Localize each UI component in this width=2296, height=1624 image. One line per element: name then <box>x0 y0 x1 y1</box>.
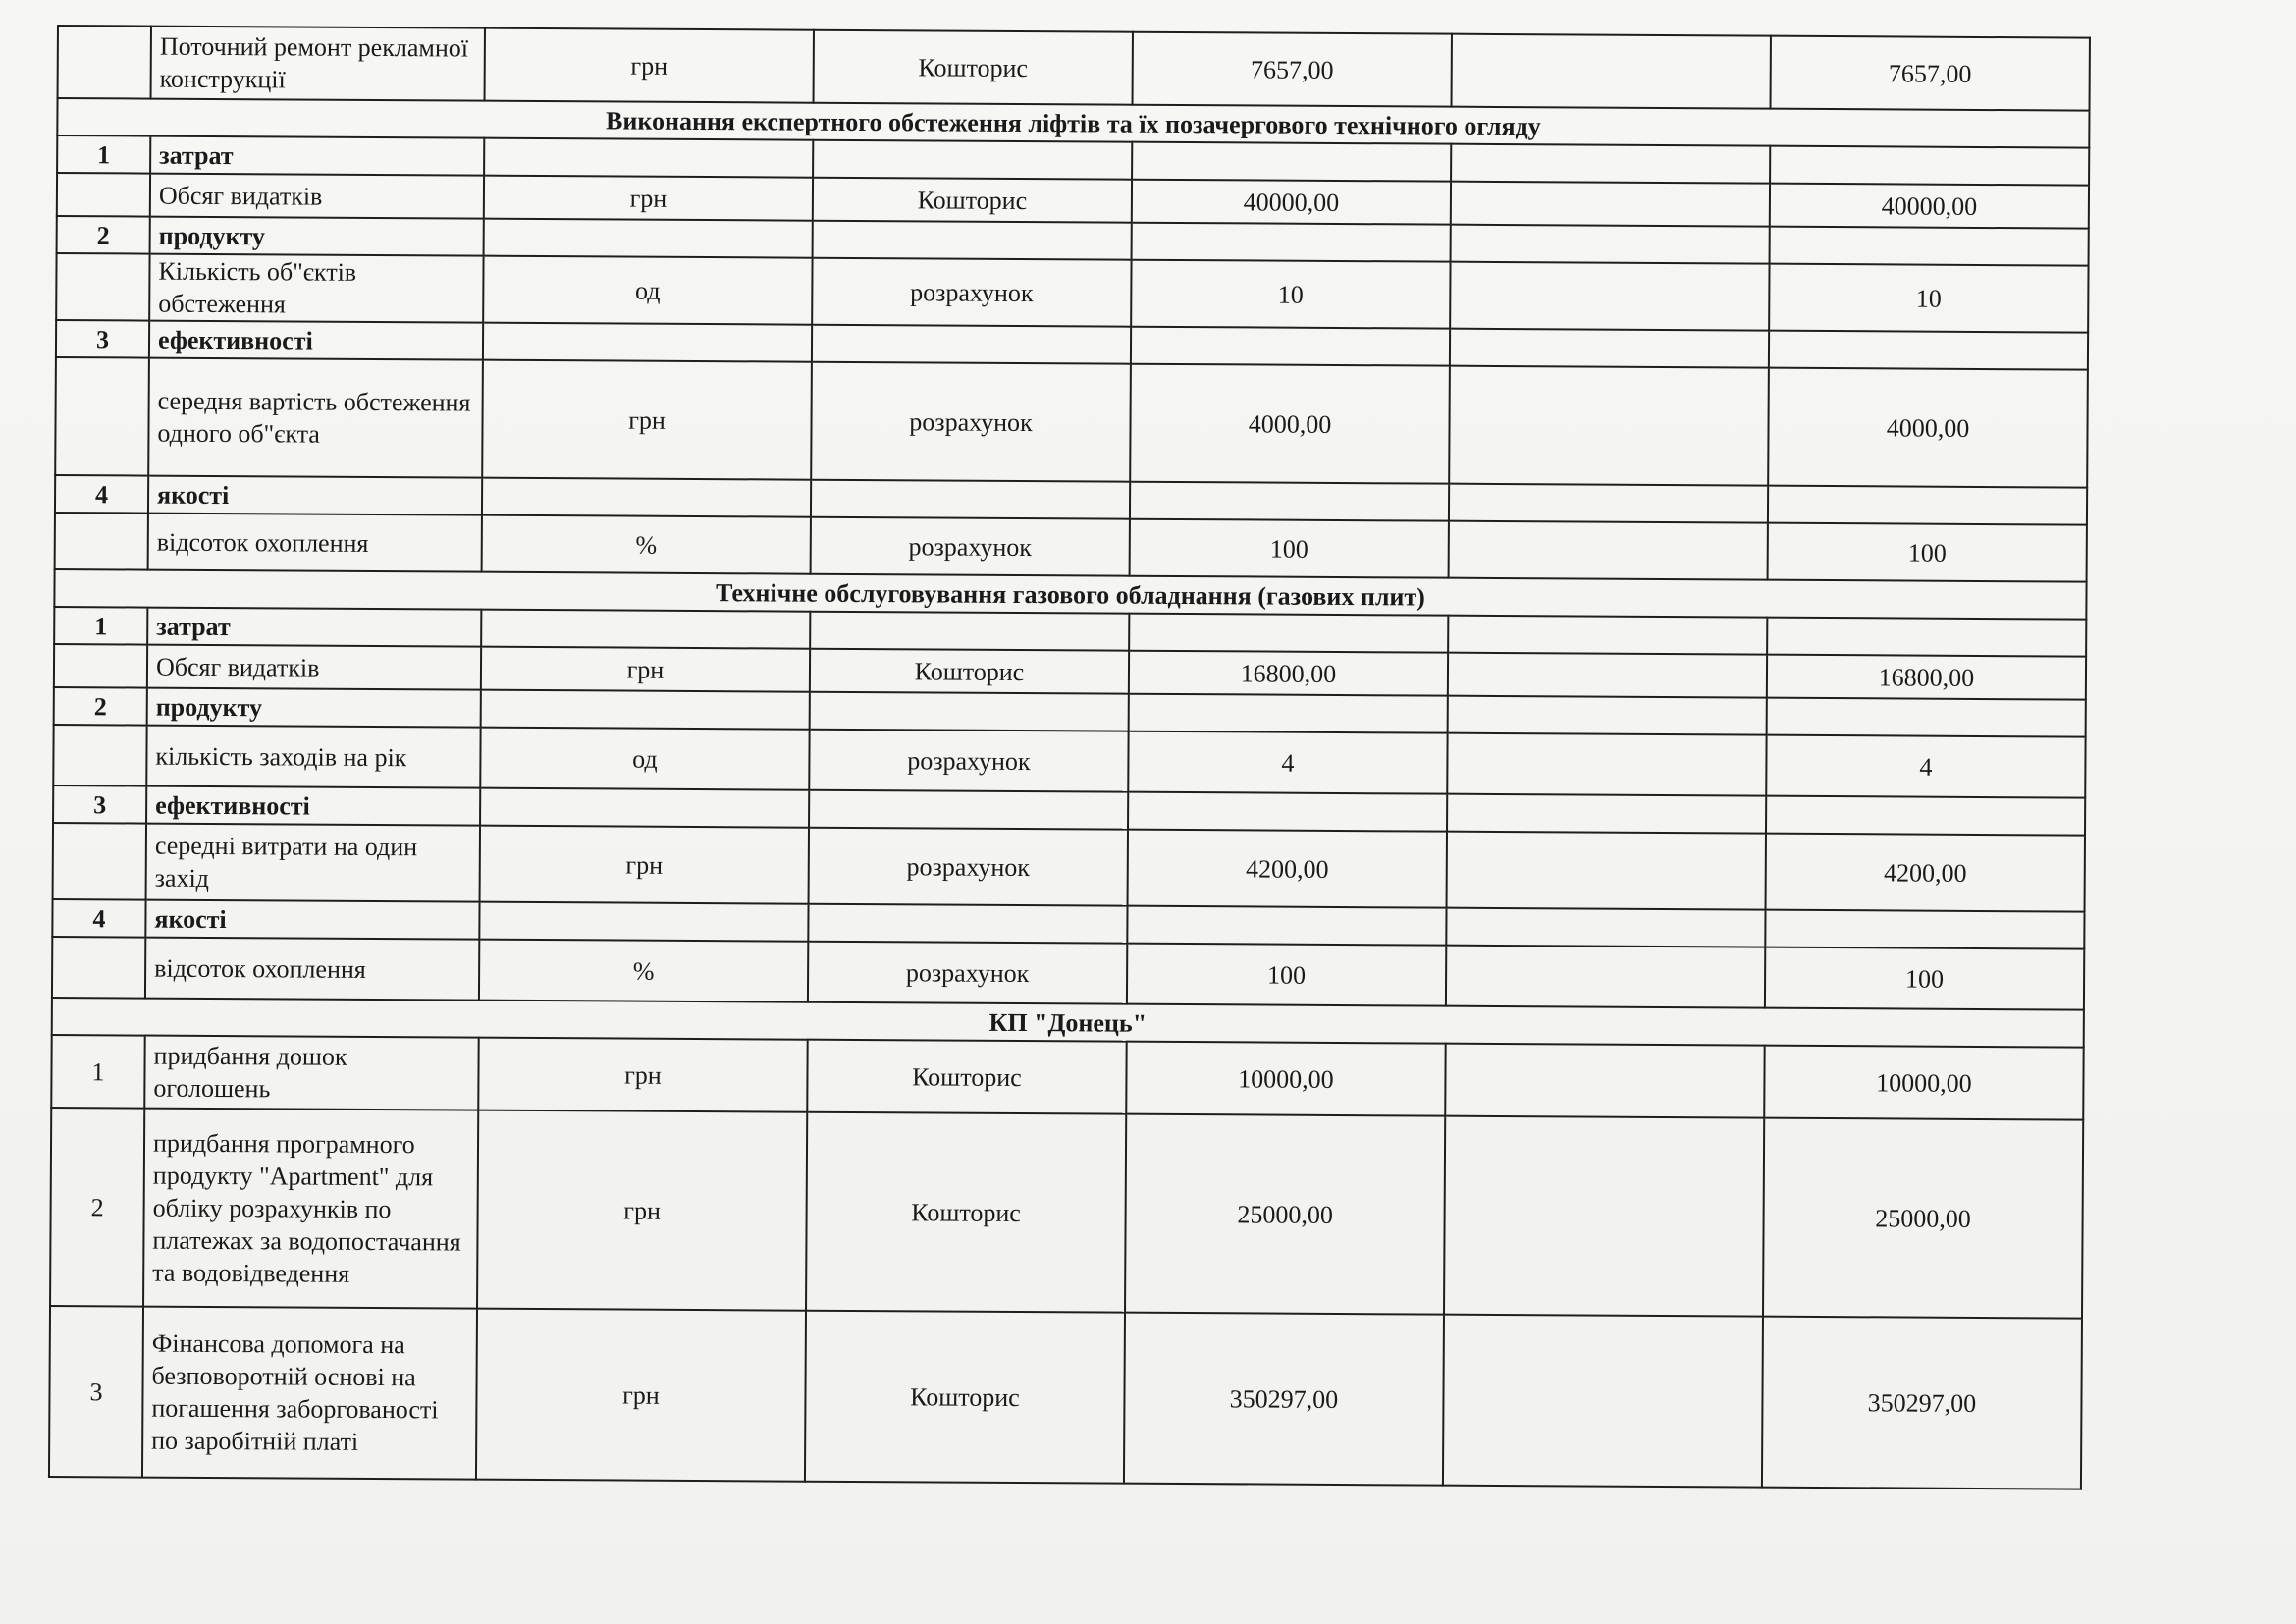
extra-cell <box>1452 34 1771 109</box>
extra-cell <box>1447 733 1766 796</box>
unit-cell: % <box>479 940 808 1002</box>
group-name: продукту <box>147 688 481 728</box>
unit-cell: грн <box>484 176 813 221</box>
total-cell: 25000,00 <box>1763 1118 2083 1319</box>
section-title: Технічне обслуговування газового обладнання (газових плит) <box>54 569 2086 620</box>
table-row <box>51 1035 2083 1120</box>
unit-cell: % <box>482 515 811 574</box>
table-row <box>49 1306 2082 1489</box>
unit-cell: грн <box>478 1038 807 1112</box>
extra-cell <box>1451 182 1770 227</box>
group-number: 4 <box>55 475 148 514</box>
empty-cell <box>1770 146 2089 186</box>
group-number: 1 <box>57 135 150 174</box>
empty-cell <box>1450 329 1769 368</box>
empty-cell <box>1767 698 2086 737</box>
row-number <box>52 937 145 999</box>
source-cell: розрахунок <box>809 730 1128 792</box>
extra-cell <box>1449 521 1768 580</box>
extra-cell <box>1443 1315 1763 1488</box>
row-number <box>57 173 150 217</box>
empty-cell <box>1451 144 1770 184</box>
empty-cell <box>811 480 1130 519</box>
empty-cell <box>1448 696 1767 735</box>
indicator-name: придбання дошок оголошень <box>144 1036 478 1110</box>
extra-cell <box>1450 262 1769 331</box>
row-number <box>53 823 146 900</box>
group-number: 3 <box>56 320 149 358</box>
total-cell: 4200,00 <box>1766 834 2085 912</box>
empty-cell <box>482 478 811 517</box>
group-number: 2 <box>54 687 147 726</box>
row-number <box>53 725 146 786</box>
group-number: 4 <box>52 899 145 938</box>
value-cell: 10 <box>1131 260 1450 329</box>
empty-cell <box>1449 484 1768 523</box>
empty-cell <box>1770 227 2089 266</box>
indicator-name: кількість заходів на рік <box>146 726 480 788</box>
total-cell: 4 <box>1766 735 2085 798</box>
source-cell: Кошторис <box>806 1112 1126 1313</box>
row-number <box>56 253 149 321</box>
source-cell: розрахунок <box>812 258 1131 327</box>
empty-cell <box>810 692 1129 731</box>
row-number: 1 <box>51 1035 144 1109</box>
total-cell: 100 <box>1768 523 2087 582</box>
group-number: 3 <box>53 785 146 824</box>
indicators-table <box>48 25 2091 1490</box>
indicator-name: Обсяг видатків <box>150 174 484 219</box>
group-name: продукту <box>150 217 484 256</box>
empty-cell <box>1768 486 2087 525</box>
indicators-table-wrapper <box>48 25 2089 1490</box>
empty-cell <box>808 904 1127 944</box>
group-name: ефективності <box>146 786 480 826</box>
empty-cell <box>1129 694 1448 733</box>
empty-cell <box>1767 618 2086 657</box>
total-cell: 10000,00 <box>1764 1046 2083 1120</box>
empty-cell <box>1131 327 1450 366</box>
empty-cell <box>481 610 810 649</box>
indicator-name: середня вартість обстеження одного об"єкта <box>148 358 483 478</box>
empty-cell <box>809 790 1128 830</box>
empty-cell <box>1766 796 2085 836</box>
row-number <box>58 26 151 99</box>
section-title: Виконання експертного обстеження ліфтів та їх позачергового технічного огляду <box>57 98 2089 148</box>
unit-cell: грн <box>477 1110 807 1311</box>
empty-cell <box>483 323 812 362</box>
value-cell: 25000,00 <box>1125 1114 1445 1315</box>
group-name: затрат <box>150 136 484 176</box>
extra-cell <box>1445 1044 1764 1118</box>
total-cell: 16800,00 <box>1767 655 2086 700</box>
indicator-name: середні витрати на один захід <box>146 824 480 902</box>
empty-cell <box>812 325 1131 364</box>
empty-cell <box>1132 142 1451 182</box>
unit-cell: грн <box>485 28 814 103</box>
empty-cell <box>1446 908 1765 947</box>
indicator-name: Фінансова допомога на безповоротній основі на погашення заборгованості по заробітній платі <box>142 1307 477 1480</box>
total-cell: 40000,00 <box>1770 184 2089 229</box>
row-number <box>55 513 148 570</box>
source-cell: Кошторис <box>807 1040 1126 1114</box>
row-number <box>54 644 147 688</box>
group-name: якості <box>148 476 482 515</box>
indicator-name: Обсяг видатків <box>147 645 481 690</box>
source-cell: Кошторис <box>810 649 1129 694</box>
group-number: 2 <box>57 216 150 254</box>
group-name: якості <box>145 900 479 940</box>
value-cell: 350297,00 <box>1124 1313 1444 1486</box>
source-cell: Кошторис <box>805 1311 1125 1484</box>
empty-cell <box>1451 225 1770 264</box>
table-row <box>56 253 2088 333</box>
empty-cell <box>1128 792 1447 832</box>
indicator-name: придбання програмного продукту "Apartment" для обліку розрахунків по платежах за водопостачання та водовідведення <box>143 1109 478 1309</box>
source-cell: розрахунок <box>809 828 1128 906</box>
empty-cell <box>1769 331 2088 370</box>
extra-cell <box>1447 832 1766 910</box>
empty-cell <box>1130 482 1449 521</box>
row-number <box>55 357 149 476</box>
empty-cell <box>813 221 1132 260</box>
indicator-name: Поточний ремонт рекламної конструкції <box>151 27 485 101</box>
empty-cell <box>481 690 810 730</box>
empty-cell <box>484 138 813 178</box>
table-row <box>55 357 2088 488</box>
value-cell: 16800,00 <box>1129 651 1448 696</box>
unit-cell: од <box>480 728 809 790</box>
empty-cell <box>480 788 809 828</box>
table-body <box>49 26 2090 1489</box>
unit-cell: грн <box>480 826 809 904</box>
value-cell: 4000,00 <box>1130 364 1450 484</box>
row-number: 3 <box>49 1306 143 1478</box>
value-cell: 100 <box>1127 944 1446 1006</box>
empty-cell <box>1447 794 1766 834</box>
indicator-name: відсоток охоплення <box>148 514 482 572</box>
value-cell: 4200,00 <box>1128 830 1447 908</box>
empty-cell <box>479 902 808 942</box>
source-cell: розрахунок <box>811 362 1131 482</box>
unit-cell: грн <box>481 647 810 692</box>
empty-cell <box>1129 614 1448 653</box>
empty-cell <box>1448 616 1767 655</box>
section-title: КП "Донець" <box>52 998 2084 1048</box>
source-cell: Кошторис <box>813 178 1132 223</box>
total-cell: 350297,00 <box>1762 1317 2082 1489</box>
total-cell: 10 <box>1769 264 2088 333</box>
source-cell: Кошторис <box>814 30 1133 105</box>
table-row <box>50 1108 2083 1319</box>
indicator-name: відсоток охоплення <box>145 938 479 1001</box>
total-cell: 4000,00 <box>1768 368 2088 488</box>
group-name: ефективності <box>149 321 483 360</box>
indicator-name: Кількість об"єктів обстеження <box>149 254 483 323</box>
value-cell: 40000,00 <box>1132 180 1451 225</box>
empty-cell <box>813 140 1132 180</box>
extra-cell <box>1446 946 1765 1008</box>
extra-cell <box>1448 653 1767 698</box>
empty-cell <box>484 219 813 258</box>
group-number: 1 <box>54 607 147 645</box>
group-name: затрат <box>147 608 481 647</box>
source-cell: розрахунок <box>811 517 1130 576</box>
table-row <box>58 26 2090 111</box>
empty-cell <box>1765 910 2084 949</box>
value-cell: 4 <box>1128 731 1447 794</box>
source-cell: розрахунок <box>808 942 1127 1004</box>
empty-cell <box>1127 906 1446 946</box>
extra-cell <box>1444 1116 1764 1317</box>
empty-cell <box>810 612 1129 651</box>
total-cell: 100 <box>1765 947 2084 1010</box>
table-row <box>53 823 2085 912</box>
unit-cell: грн <box>476 1309 806 1482</box>
empty-cell <box>1132 223 1451 262</box>
unit-cell: од <box>483 256 812 325</box>
value-cell: 100 <box>1130 519 1449 578</box>
extra-cell <box>1449 366 1769 486</box>
total-cell: 7657,00 <box>1771 36 2090 111</box>
value-cell: 10000,00 <box>1126 1042 1445 1116</box>
row-number: 2 <box>50 1108 144 1307</box>
unit-cell: грн <box>482 360 812 480</box>
value-cell: 7657,00 <box>1133 32 1452 107</box>
